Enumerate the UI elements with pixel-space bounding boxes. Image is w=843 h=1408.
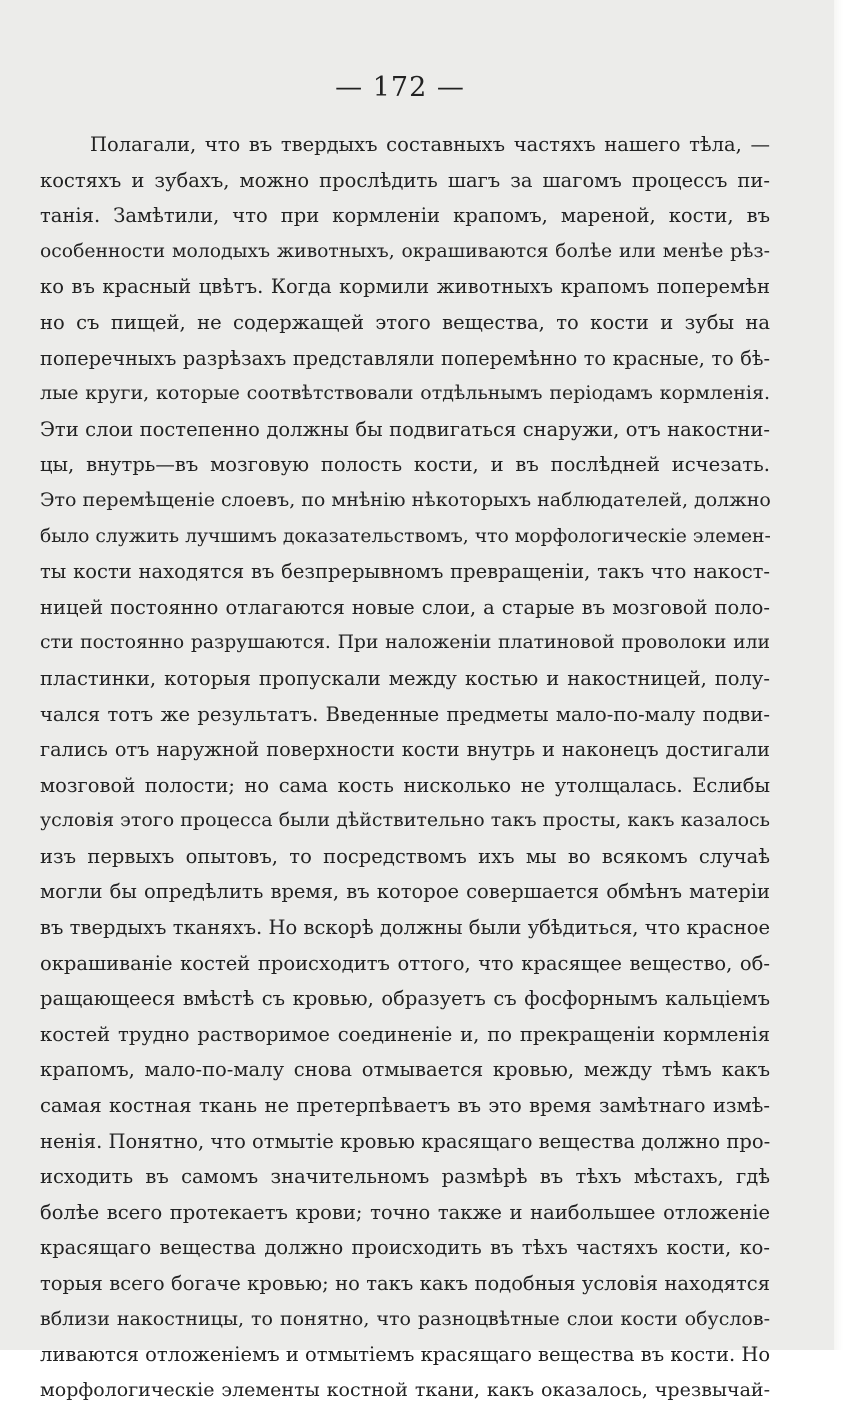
text-line: сти постоянно разрушаются. При наложеніи платиновой проволоки или [40, 632, 770, 654]
text-line: могли бы опредѣлить время, въ которое совершается обмѣнъ матеріи [40, 880, 770, 904]
text-line: ненія. Понятно, что отмытіе кровью красящаго вещества должно про- [40, 1129, 771, 1153]
text-line: было служить лучшимъ доказательствомъ, что морфологическіе элемен- [40, 525, 771, 547]
text-line: лые круги, которые соотвѣтствовали отдѣльнымъ періодамъ кормленія. [40, 382, 770, 405]
text-line: мозговой полости; но сама кость нисколько не утолщалась. Еслибы [40, 773, 770, 797]
text-line: крапомъ, мало-по-малу снова отмывается кровью, между тѣмъ какъ [40, 1058, 770, 1082]
body-text [40, 127, 770, 1408]
text-line: Полагали, что въ твердыхъ составныхъ частяхъ нашего тѣла, — [90, 133, 770, 156]
text-line: красящаго вещества должно происходить въ тѣхъ частяхъ кости, ко- [40, 1236, 770, 1260]
text-line: цы, внутрь—въ мозговую полость кости, и въ послѣдней исчезать. [40, 453, 770, 477]
text-line: ко въ красный цвѣтъ. Когда кормили животныхъ крапомъ поперемѣн [40, 275, 770, 299]
text-line: ращающееся вмѣстѣ съ кровью, образуетъ съ фосфорнымъ кальціемъ [40, 987, 770, 1011]
text-line: вблизи накостницы, то понятно, что разноцвѣтные слои кости обуслов- [40, 1307, 770, 1330]
text-line: болѣе всего протекаетъ крови; точно также и наибольшее отложеніе [40, 1200, 770, 1224]
text-line: торыя всего богаче кровью; но такъ какъ подобныя условія находятся [40, 1272, 770, 1295]
text-line: пластинки, которыя пропускали между костью и накостницей, полу- [40, 666, 770, 690]
text-line: чался тотъ же результатъ. Введенные предметы мало-по-малу подви- [40, 702, 770, 726]
text-line: исходить въ самомъ значительномъ размѣрѣ въ тѣхъ мѣстахъ, гдѣ [40, 1165, 770, 1189]
text-line: морфологическіе элементы костной ткани, какъ оказалось, чрезвычай- [40, 1378, 770, 1401]
text-line: Эти слои постепенно должны бы подвигаться снаружи, отъ накостни- [40, 417, 770, 441]
text-line: но съ пищей, не содержащей этого вещества, то кости и зубы на [40, 310, 770, 334]
text-line: Это перемѣщеніе слоевъ, по мнѣнію нѣкоторыхъ наблюдателей, должно [40, 488, 771, 511]
text-line: танія. Замѣтили, что при кормленіи крапомъ, мареной, кости, въ [40, 204, 770, 228]
text-line: гались отъ наружной поверхности кости внутрь и наконецъ достигали [40, 738, 770, 762]
text-line: ты кости находятся въ безпрерывномъ превращеніи, такъ что накост- [40, 560, 770, 584]
text-line: костей трудно растворимое соединеніе и, по прекращеніи кормленія [40, 1022, 770, 1046]
text-line: самая костная ткань не претерпѣваетъ въ это время замѣтнаго измѣ- [40, 1094, 770, 1118]
text-line: ницей постоянно отлагаются новые слои, а старые въ мозговой поло- [40, 595, 770, 619]
text-line: въ твердыхъ тканяхъ. Но вскорѣ должны были убѣдиться, что красное [40, 916, 770, 940]
text-line: особенности молодыхъ животныхъ, окрашиваются болѣе или менѣе рѣз- [40, 240, 770, 262]
page-edge [834, 0, 843, 1350]
text-line: условія этого процесса были дѣйствительно такъ просты, какъ казалось [40, 809, 770, 832]
text-line: ливаются отложеніемъ и отмытіемъ красящаго вещества въ кости. Но [40, 1343, 771, 1367]
text-line: окрашиваніе костей происходитъ оттого, что красящее вещество, об- [40, 951, 770, 975]
text-line: костяхъ и зубахъ, можно прослѣдить шагъ за шагомъ процессъ пи- [40, 168, 770, 192]
text-line: поперечныхъ разрѣзахъ представляли поперемѣнно то красные, то бѣ- [40, 346, 770, 370]
text-line: изъ первыхъ опытовъ, то посредствомъ ихъ мы во всякомъ случаѣ [40, 844, 770, 868]
page-number: — 172 — [335, 72, 465, 103]
